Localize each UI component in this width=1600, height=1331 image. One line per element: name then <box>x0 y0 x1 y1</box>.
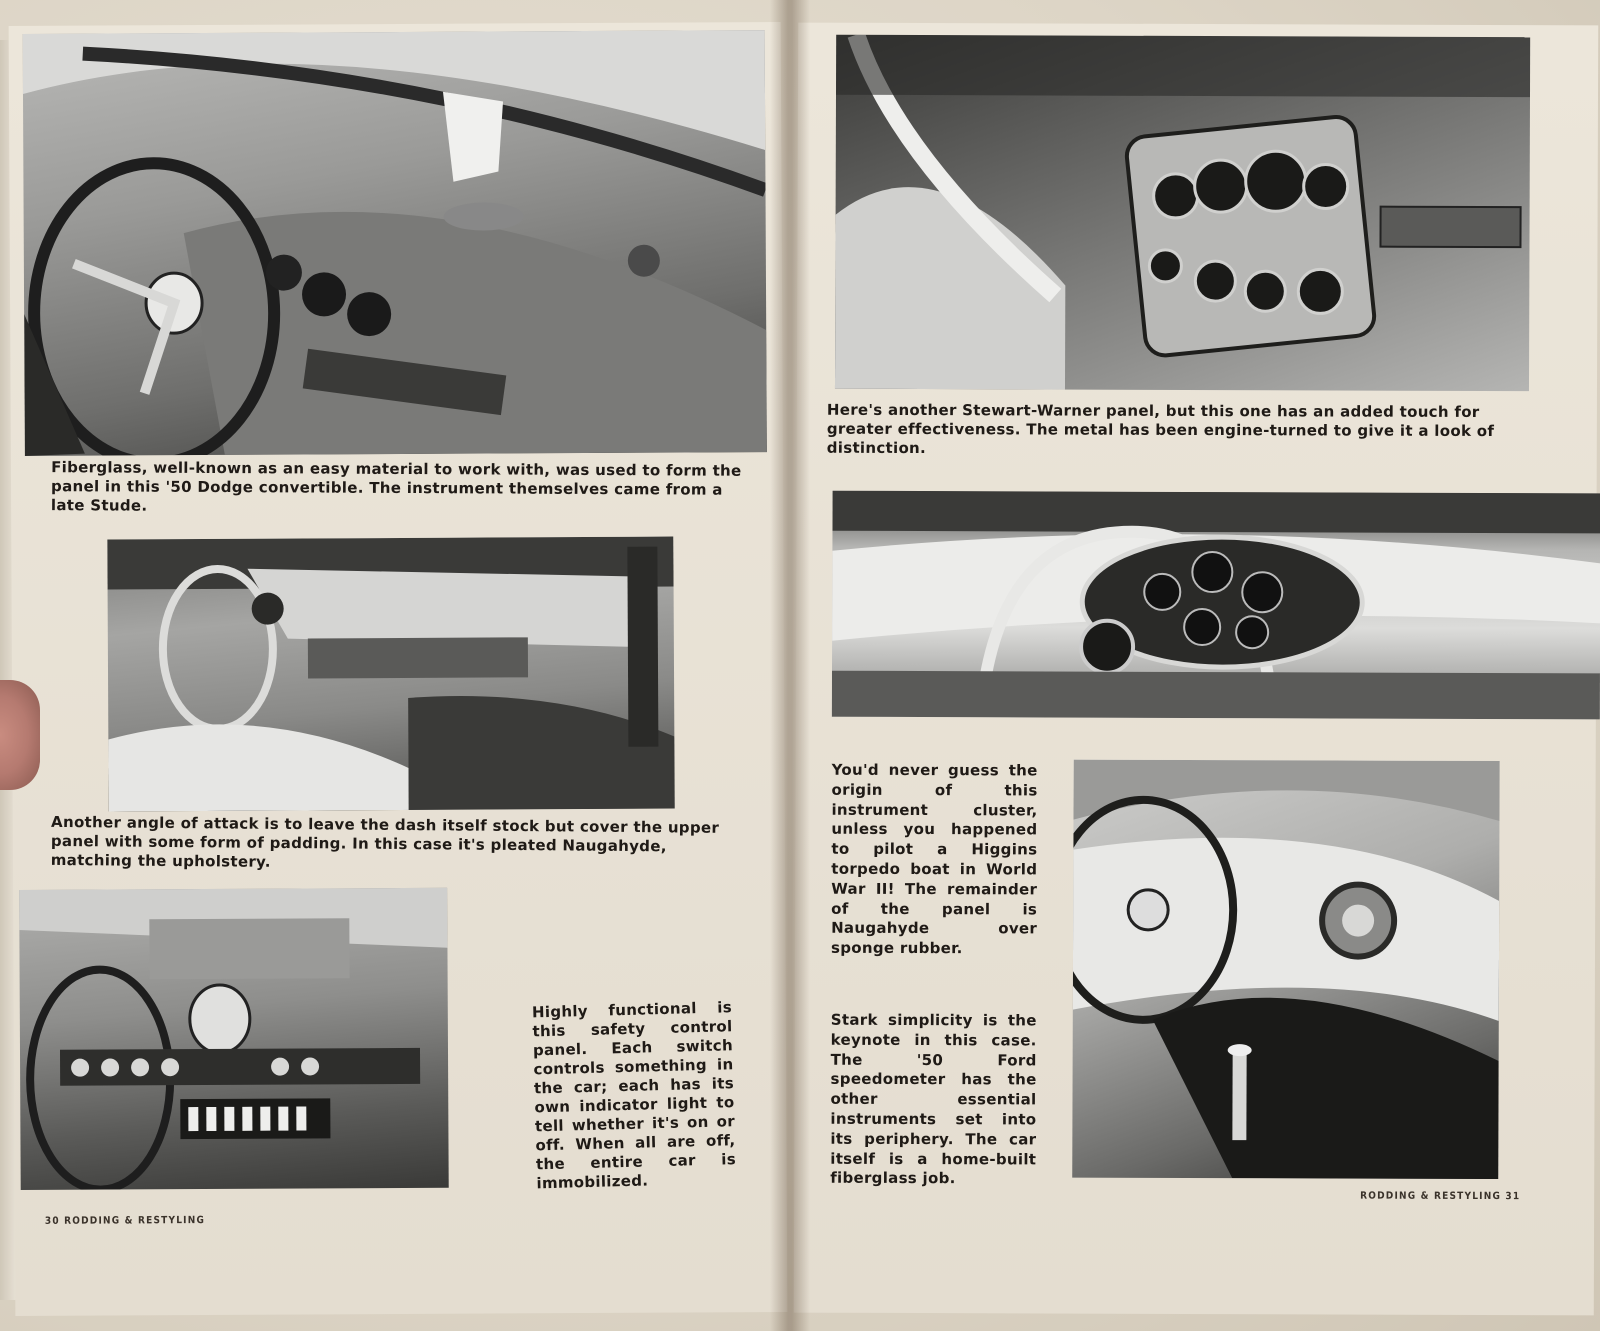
photo-stewart-warner-panel <box>835 35 1530 391</box>
photo-ford-speedometer-dash <box>1072 760 1499 1179</box>
safety-panel-art <box>19 888 449 1190</box>
photo-padded-dash <box>107 537 674 812</box>
caption-higgins-cluster: You'd never guess the origin of this instrument cluster, unless you happened to pilot a Higgins torpedo boat in World War II! The remainder of the panel is Naugahyde over sponge rubber. <box>830 760 1038 958</box>
padded-dash-art <box>107 537 674 812</box>
photo-safety-panel <box>19 888 449 1190</box>
right-folio: RODDING & RESTYLING 31 <box>1360 1190 1521 1203</box>
ford-dash-art <box>1072 760 1499 1179</box>
holding-thumb <box>0 680 40 790</box>
stewart-warner-art <box>835 35 1530 391</box>
left-folio: 30 RODDING & RESTYLING <box>44 1215 206 1227</box>
caption-fiberglass-dash: Fiberglass, well-known as an easy material to work with, was used to form the panel in this '50 Dodge convertible. The instrument themselves came from a late Stude. <box>50 458 742 515</box>
caption-safety-panel: Highly functional is this safety control panel. Each switch controls something in the car; each has its own indicator light to tell whether it's on or off. When all are off, the entire car is immobilized. <box>531 998 737 1193</box>
caption-padded-dash: Another angle of attack is to leave the dash itself stock but cover the upper panel with some form of padding. In this case it's pleated Naugahyde, matching the upholstery. <box>50 812 720 871</box>
book-gutter <box>770 0 810 1331</box>
caption-ford-speedometer-dash: Stark simplicity is the keynote in this case. The '50 Ford speedometer has the other essential instruments set into its periphery. The car itself is a home-built fiberglass job. <box>830 1010 1037 1188</box>
higgins-cluster-art <box>832 491 1600 720</box>
photo-fiberglass-dash <box>23 30 767 456</box>
caption-stewart-warner-panel: Here's another Stewart-Warner panel, but this one has an added touch for greater effectiveness. The metal has been engine-turned to give it a look of distinction. <box>826 400 1495 458</box>
left-page <box>9 22 788 1316</box>
photo-higgins-cluster <box>832 491 1600 720</box>
right-page <box>794 23 1598 1316</box>
dash-photo-art <box>23 30 767 456</box>
